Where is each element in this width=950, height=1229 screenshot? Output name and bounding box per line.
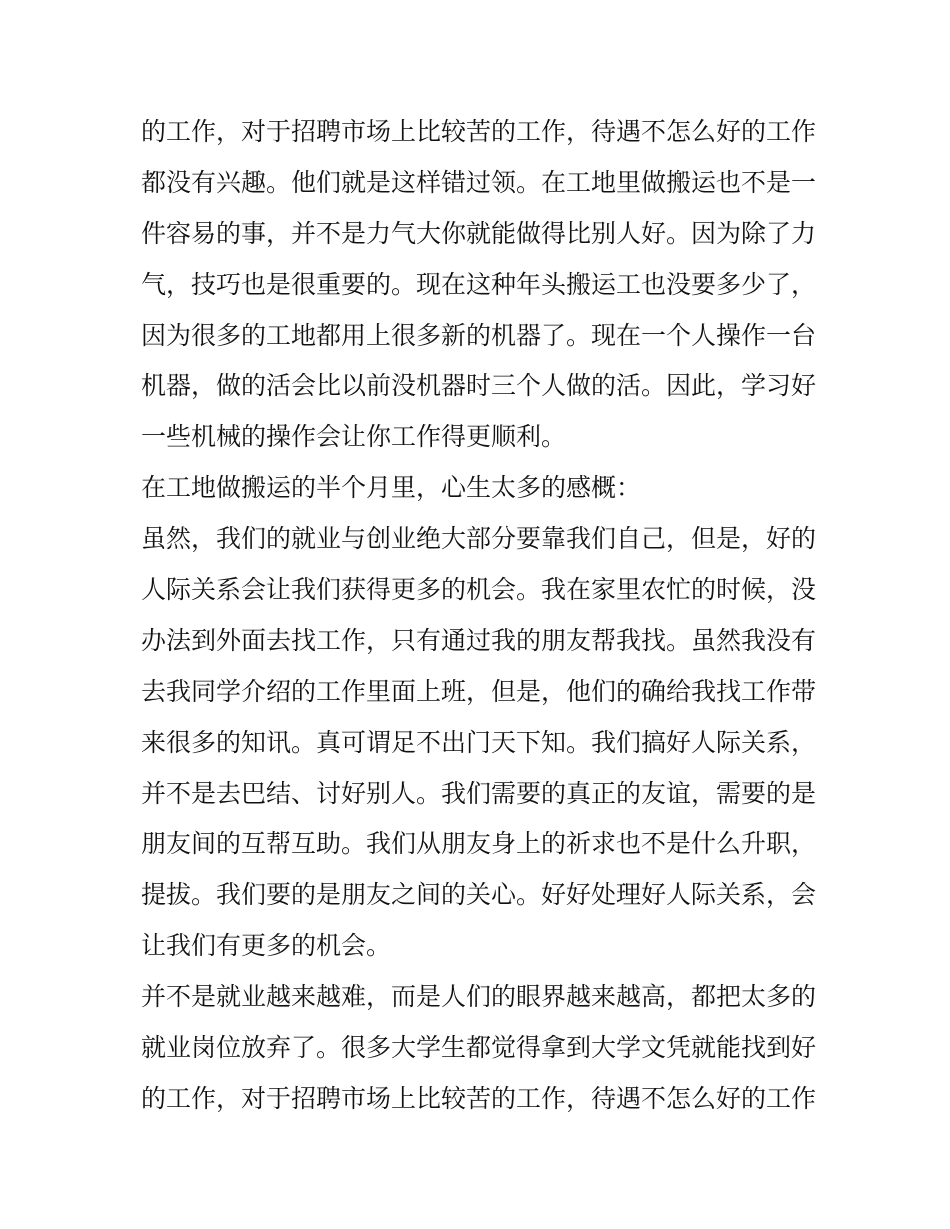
text-line: 件容易的事，并不是力气大你就能做得比别人好。因为除了力 [141,218,817,248]
text-line: 机器，做的活会比以前没机器时三个人做的活。因此，学习好 [141,371,817,401]
text-line: 的工作，对于招聘市场上比较苦的工作，待遇不怎么好的工作 [141,117,817,146]
text-line: 就业岗位放弃了。很多大学生都觉得拿到大学文凭就能找到好 [141,1033,817,1063]
text-line: 一些机械的操作会让你工作得更顺利。 [141,422,567,452]
text-line: 并不是去巴结、讨好别人。我们需要的真正的友谊，需要的是 [141,778,817,808]
text-line: 办法到外面去找工作，只有通过我的朋友帮我找。虽然我没有 [141,625,817,655]
text-line: 都没有兴趣。他们就是这样错过领。在工地里做搬运也不是一 [141,167,817,197]
text-line: 气，技巧也是很重要的。现在这种年头搬运工也没要多少了， [141,269,817,299]
text-line: 提拔。我们要的是朋友之间的关心。好好处理好人际关系，会 [141,880,817,910]
text-line: 在工地做搬运的半个月里，心生太多的感概： [141,473,642,503]
text-line: 因为很多的工地都用上很多新的机器了。现在一个人操作一台 [141,320,817,350]
text-line: 朋友间的互帮互助。我们从朋友身上的祈求也不是什么升职， [141,829,817,859]
body-text [141,107,821,1125]
text-line: 来很多的知讯。真可谓足不出门天下知。我们搞好人际关系， [141,727,817,757]
text-line: 让我们有更多的机会。 [141,931,392,961]
text-line: 虽然，我们的就业与创业绝大部分要靠我们自己，但是，好的 [141,524,817,554]
text-line: 人际关系会让我们获得更多的机会。我在家里农忙的时候，没 [141,575,817,605]
text-line: 并不是就业越来越难，而是人们的眼界越来越高，都把太多的 [141,982,817,1012]
text-line: 的工作，对于招聘市场上比较苦的工作，待遇不怎么好的工作 [141,1083,817,1113]
text-line: 去我同学介绍的工作里面上班，但是，他们的确给我找工作带 [141,676,817,706]
